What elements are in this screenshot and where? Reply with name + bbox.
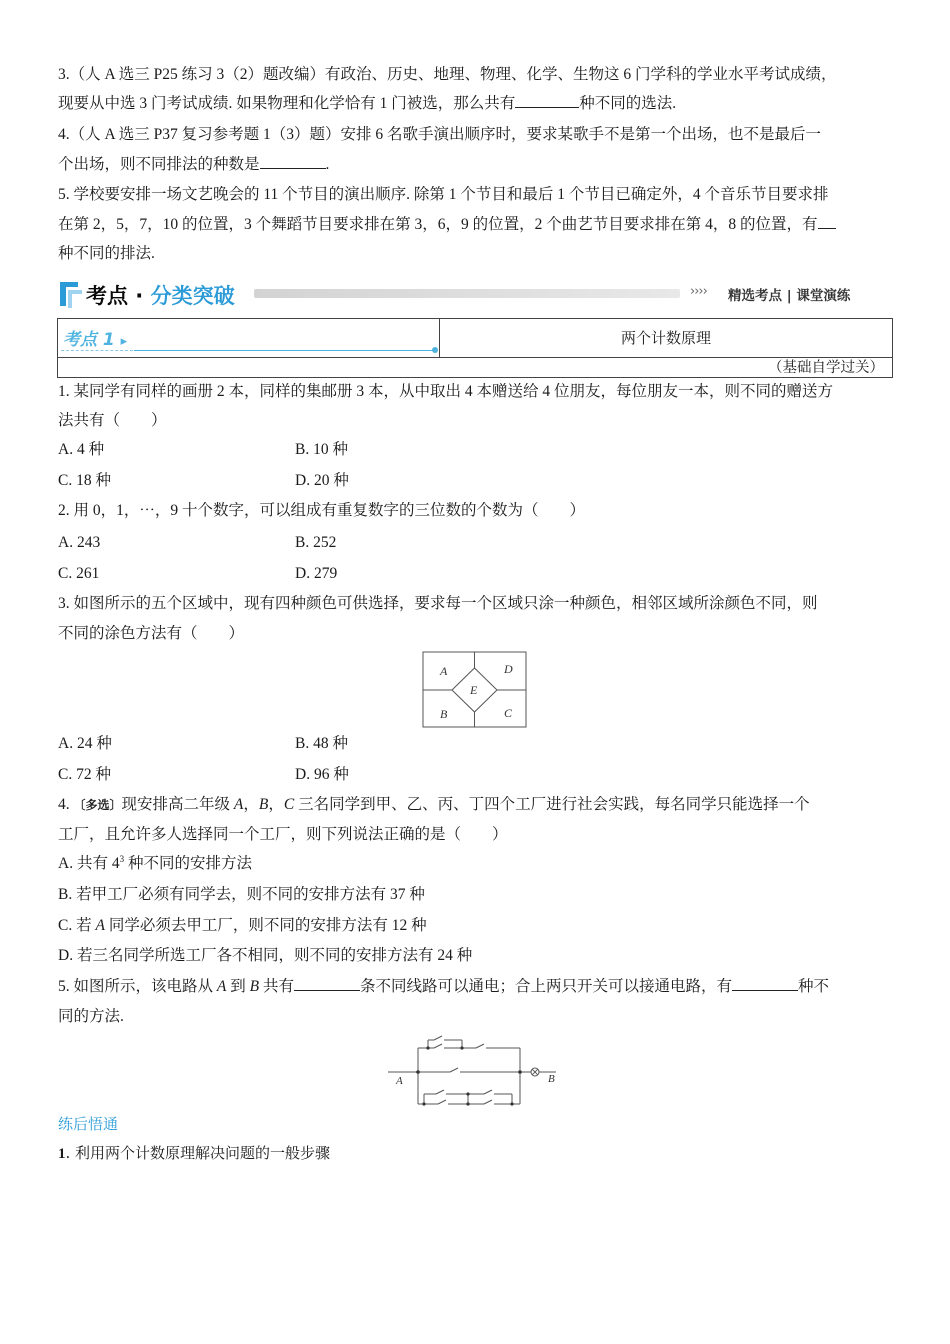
q1-line2: 法共有（ ）	[58, 412, 167, 429]
circuit-label-b: B	[548, 1073, 555, 1085]
multi-select-tag: 〔多选〕	[73, 798, 122, 812]
banner-subtitle: 精选考点 | 课堂演练	[728, 288, 851, 304]
intro-q3-line2	[58, 93, 676, 115]
play-arrow-icon: ▸	[120, 334, 128, 349]
q2-option-c[interactable]: C. 261	[58, 565, 100, 582]
q4-option-a[interactable]: A. 共有 $4^3$ 种不同的安排方法	[58, 854, 252, 872]
q3-option-c[interactable]: C. 72 种	[58, 766, 111, 783]
q4-option-d[interactable]: D. 若三名同学所选工厂各不相同，则不同的安排方法有 24 种	[58, 947, 473, 964]
q4-option-c[interactable]: C. 若 A 同学必须去甲工厂，则不同的安排方法有 12 种	[58, 917, 427, 934]
region-label-e: E	[470, 683, 478, 697]
q4-line2: 工厂，且允许多人选择同一个工厂，则下列说法正确的是（ ）	[58, 826, 508, 843]
answer-blank[interactable]	[732, 976, 798, 991]
answer-blank[interactable]	[260, 154, 326, 169]
banner-title: 考点 · 分类突破	[86, 284, 235, 308]
region-label-a: A	[440, 664, 448, 678]
q5-line1: 5. 如图所示，该电路从 A 到 B 共有 条不同线路可以通电；合上两只开关可以接通电路，有 种不	[58, 978, 830, 995]
topic-tag: 考点 1 ▸	[61, 325, 133, 351]
after-heading: 练后悟通	[58, 1115, 119, 1133]
intro-q3-line1: 3.（人 A 选三 P25 练习 3（2）题改编）有政治、历史、地理、物理、化学、生物这 6 门学科的学业水平考试成绩，	[58, 66, 837, 83]
intro-q5-text: 在第 2，5，7，10 的位置，3 个舞蹈节目要求排在第 3，6，9 的位置，2 个曲艺节目要求排在第 4，8 的位置，有	[58, 216, 818, 233]
q1-option-a[interactable]: A. 4 种	[58, 441, 105, 458]
circuit-label-a: A	[396, 1075, 403, 1087]
q1-option-c[interactable]: C. 18 种	[58, 472, 111, 489]
intro-q5-line3: 种不同的排法.	[58, 245, 155, 262]
q1-option-b[interactable]: B. 10 种	[295, 441, 348, 458]
section-banner	[56, 278, 896, 312]
q5-line2: 同的方法.	[58, 1008, 124, 1025]
region-label-b: B	[440, 707, 448, 721]
topic-title: 两个计数原理	[620, 329, 711, 347]
intro-q3-text: 现要从中选 3 门考试成绩. 如果物理和化学恰有 1 门被选，那么共有	[58, 95, 516, 112]
q3-option-a[interactable]: A. 24 种	[58, 735, 112, 752]
q2-option-d[interactable]: D. 279	[295, 565, 338, 582]
intro-q3-tail: 种不同的选法.	[579, 95, 677, 112]
banner-divider	[254, 289, 680, 298]
q3-line1: 3. 如图所示的五个区域中，现有四种颜色可供选择，要求每一个区域只涂一种颜色，相邻区域所涂颜色不同，则	[58, 595, 818, 612]
q1-line1: 1. 某同学有同样的画册 2 本，同样的集邮册 3 本，从中取出 4 本赠送给 4 位朋友，每位朋友一本，则不同的赠送方	[58, 383, 834, 400]
answer-blank[interactable]	[515, 93, 579, 108]
q2-line1: 2. 用 0，1，⋯，9 十个数字，可以组成有重复数字的三位数的个数为（ ）	[58, 502, 586, 519]
region-label-d: D	[504, 662, 513, 676]
q4-line1: 4. 〔多选〕现安排高二年级 A，B，C 三名同学到甲、乙、丙、丁四个工厂进行社会实践，每名同学只能选择一个	[58, 796, 810, 813]
intro-q4-text: 个出场，则不同排法的种数是	[58, 156, 260, 173]
q3-option-d[interactable]: D. 96 种	[295, 766, 349, 783]
answer-blank[interactable]	[294, 976, 360, 991]
topic-note: （基础自学过关）	[58, 357, 892, 377]
chevrons-icon: ››››	[690, 284, 707, 299]
q1-option-d[interactable]: D. 20 种	[295, 472, 349, 489]
q2-option-b[interactable]: B. 252	[295, 534, 337, 551]
after-step-1: 1. 利用两个计数原理解决问题的一般步骤	[58, 1144, 331, 1162]
region-label-c: C	[504, 706, 513, 720]
topic-table	[57, 318, 893, 378]
intro-q5-line1: 5. 学校要安排一场文艺晚会的 11 个节目的演出顺序. 除第 1 个节目和最后 1 个节目已确定外，4 个音乐节目要求排	[58, 186, 829, 203]
q4-option-b[interactable]: B. 若甲工厂必须有同学去，则不同的安排方法有 37 种	[58, 886, 425, 903]
q2-option-a[interactable]: A. 243	[58, 534, 101, 551]
topic-dot	[432, 347, 438, 353]
intro-q4-line2	[58, 154, 329, 176]
intro-q4-tail: .	[325, 156, 330, 173]
q3-line2: 不同的涂色方法有（ ）	[58, 625, 245, 642]
intro-q4-line1: 4.（人 A 选三 P37 复习参考题 1（3）题）安排 6 名歌手演出顺序时，要求某歌手不是第一个出场，也不是最后一	[58, 126, 821, 143]
circuit-diagram	[388, 1034, 568, 1114]
q3-option-b[interactable]: B. 48 种	[295, 735, 348, 752]
answer-blank[interactable]	[818, 214, 836, 229]
topic-tag-cell	[58, 319, 440, 357]
topic-underline	[134, 350, 434, 351]
banner-corner-icon	[56, 278, 86, 312]
intro-q5-line2	[58, 214, 836, 236]
region-diagram	[422, 651, 528, 729]
